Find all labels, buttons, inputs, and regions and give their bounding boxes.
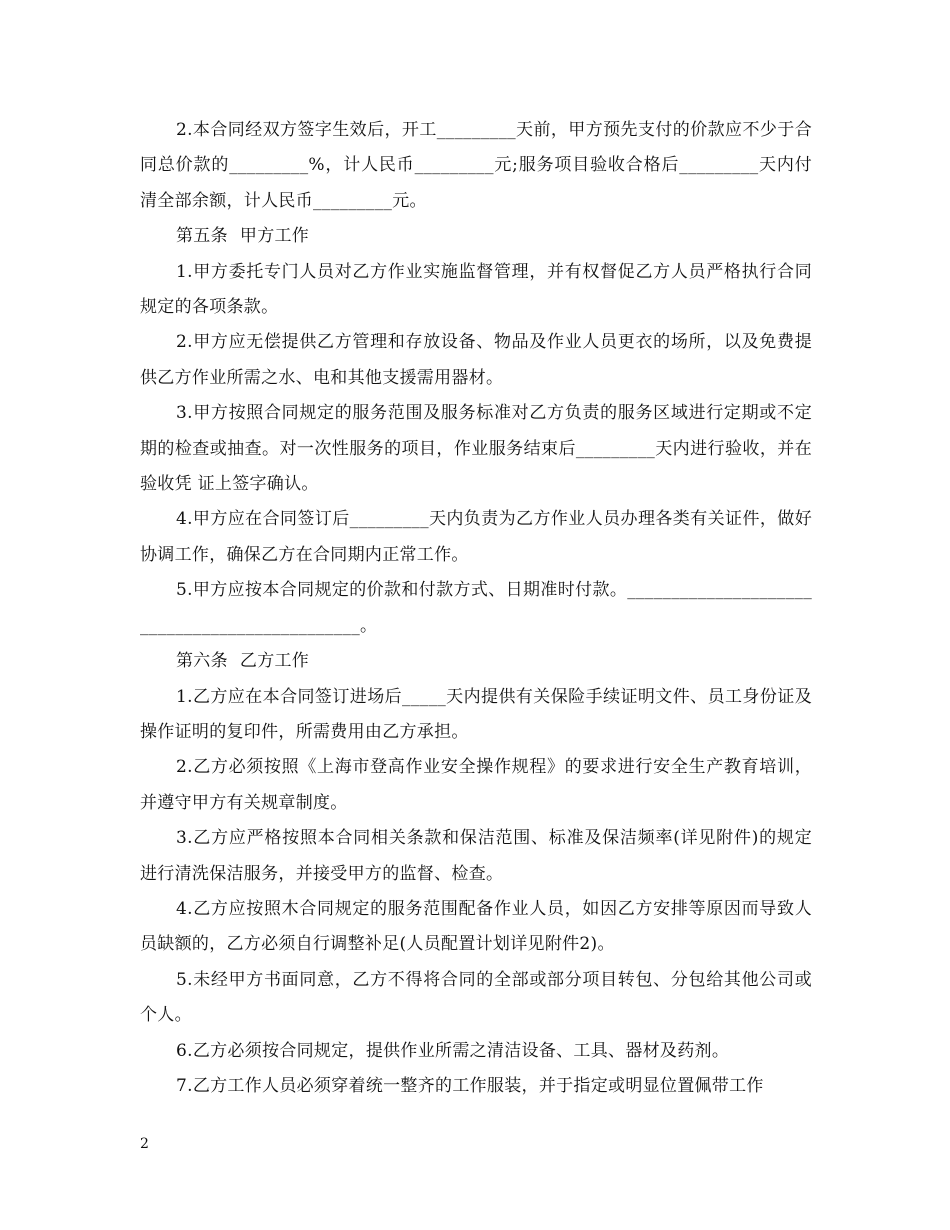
paragraph: 3.甲方按照合同规定的服务范围及服务标准对乙方负责的服务区域进行定期或不定期的检查或抽查。对一次性服务的项目，作业服务结束后_________天内进行验收，并在验收凭 证上签字确认。 <box>140 403 812 495</box>
section-number: 第五条 <box>176 226 228 247</box>
paragraph: 3.乙方应严格按照本合同相关条款和保洁范围、标准及保洁频率(详见附件)的规定进行清洗保洁服务，并接受甲方的监督、检查。 <box>140 828 812 884</box>
paragraph: 1.甲方委托专门人员对乙方作业实施监督管理，并有权督促乙方人员严格执行合同规定的各项条款。 <box>140 261 812 318</box>
paragraph: 7.乙方工作人员必须穿着统一整齐的工作服装，并于指定或明显位置佩带工作 <box>176 1075 764 1096</box>
paragraph: 4.甲方应在合同签订后_________天内负责为乙方作业人员办理各类有关证件，做好协调工作，确保乙方在合同期内正常工作。 <box>140 509 812 565</box>
paragraph: 5.未经甲方书面同意，乙方不得将合同的全部或部分项目转包、分包给其他公司或个人。 <box>140 969 812 1026</box>
paragraph: 4.乙方应按照木合同规定的服务范围配备作业人员，如因乙方安排等原因而导致人员缺额的，乙方必须自行调整补足(人员配置计划详见附件2)。 <box>140 898 812 955</box>
section-title: 甲方工作 <box>239 226 310 247</box>
paragraph: 2.本合同经双方签字生效后，开工_________天前，甲方预先支付的价款应不少于合同总价款的_________%，计人民币_________元;服务项目验收合格后_________天内付清全部余额，计人民币_________元。 <box>140 120 812 211</box>
paragraph: 2.甲方应无偿提供乙方管理和存放设备、物品及作业人员更衣的场所，以及免费提供乙方作业所需之水、电和其他支援需用器材。 <box>140 332 812 388</box>
section-number: 第六条 <box>176 651 228 672</box>
page-number: 2 <box>140 1136 149 1152</box>
section-title: 乙方工作 <box>239 651 310 672</box>
section-heading-6 <box>140 644 812 679</box>
section-heading-5 <box>140 219 812 254</box>
paragraph: 5.甲方应按本合同规定的价款和付款方式、日期准时付款。______________________________________________。 <box>140 580 812 636</box>
paragraph: 1.乙方应在本合同签订进场后_____天内提供有关保险手续证明文件、员工身份证及操作证明的复印件，所需费用由乙方承担。 <box>140 686 812 742</box>
paragraph: 6.乙方必须按合同规定，提供作业所需之清洁设备、工具、器材及药剂。 <box>176 1040 730 1061</box>
document-body <box>140 113 812 1104</box>
paragraph: 2.乙方必须按照《上海市登高作业安全操作规程》的要求进行安全生产教育培训，并遵守甲方有关规章制度。 <box>140 757 812 813</box>
